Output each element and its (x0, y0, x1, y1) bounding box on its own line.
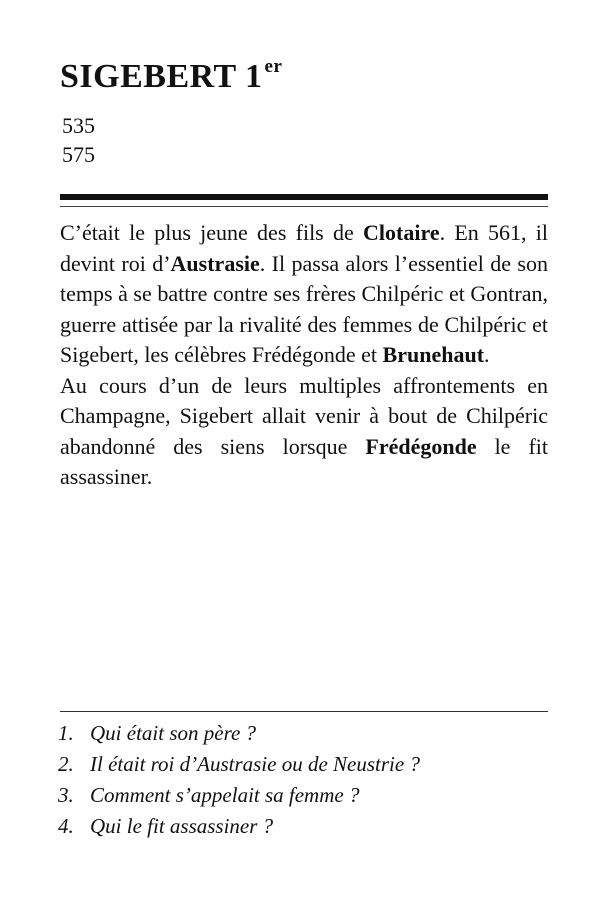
question-item (58, 780, 420, 811)
question-number: 3. (58, 783, 74, 807)
question-item (58, 811, 420, 842)
biography-text (60, 218, 548, 493)
name-austrasie: Austrasie (170, 250, 260, 276)
name-brunehaut: Brunehaut (382, 342, 485, 367)
ordinal-suffix: er (264, 55, 283, 77)
question-text: Il était roi d’Austrasie ou de Neustrie ? (90, 752, 420, 776)
biography-paragraph-2: Au cours d’un de leurs multiples affrontements en Champagne, Sigebert allait venir à bout de Chilpéric abandonné des siens lorsque Frédégonde le fit assassiner. (60, 372, 548, 489)
birth-year: 535 (62, 113, 95, 138)
question-number: 1. (58, 721, 74, 745)
divider-thick (60, 194, 548, 200)
page-title (60, 55, 283, 96)
question-number: 2. (58, 752, 74, 776)
question-text: Qui le fit assassiner ? (90, 814, 274, 838)
death-year: 575 (62, 142, 95, 167)
question-text: Comment s’appelait sa femme ? (90, 783, 360, 807)
biography-paragraph-1: C’était le plus jeune des fils de Clotaire. En 561, il devint roi d’Austrasie. Il passa alors l’essentiel de son temps à se battre contre ses frères Chilpéric et Gontran, guerre attisée par la rivalité des femmes de Chilpéric et Sigebert, les célèbres Frédégonde et Brunehaut. (60, 220, 549, 367)
question-item (58, 749, 420, 780)
divider-thin (60, 206, 548, 207)
question-item (58, 718, 420, 749)
divider-questions (60, 711, 548, 712)
king-name: SIGEBERT 1 (60, 58, 263, 95)
question-list (58, 718, 420, 842)
name-fredegonde: Frédégonde (365, 433, 477, 459)
name-clotaire: Clotaire (363, 220, 440, 245)
question-number: 4. (58, 814, 74, 838)
question-text: Qui était son père ? (90, 721, 257, 745)
